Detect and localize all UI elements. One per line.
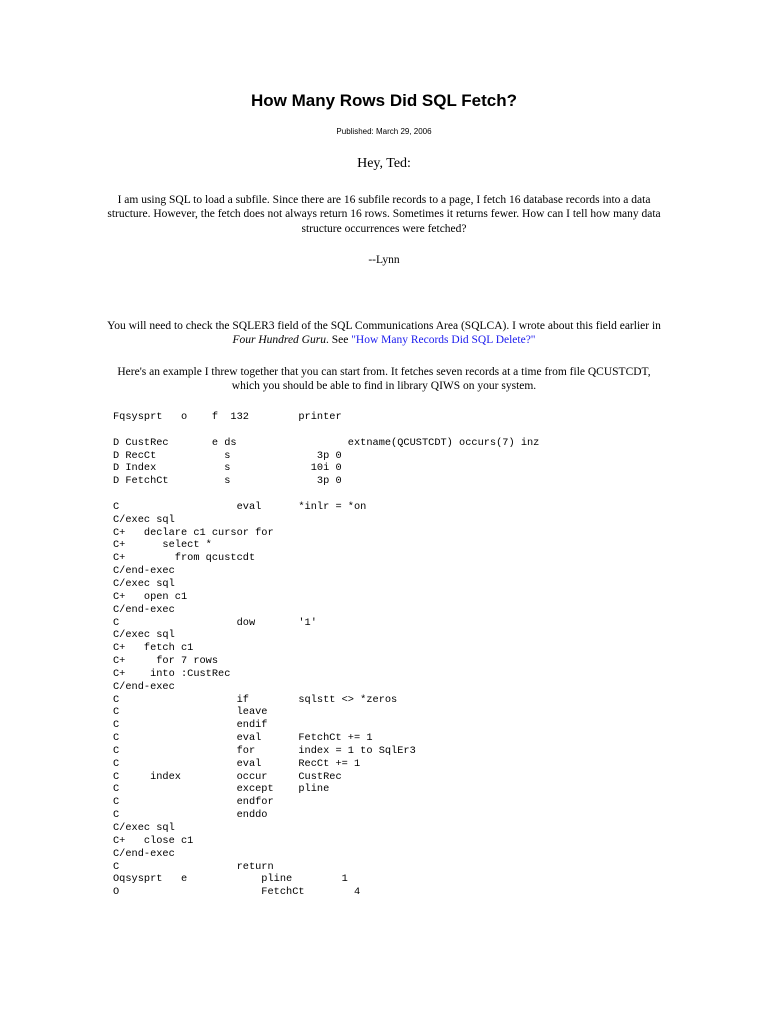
code-line: C/exec sql (113, 577, 175, 590)
code-line: C index occur CustRec (113, 770, 342, 783)
code-line: C/end-exec (113, 565, 175, 578)
code-line: C endfor (113, 796, 274, 809)
code-line: C/end-exec (113, 847, 175, 860)
example-intro-paragraph: Here's an example I threw together that you can start from. It fetches seven records at a time from file QCUSTCDT, which you should be able to find in library QIWS on your system. (117, 366, 651, 393)
code-line: C/exec sql (113, 822, 175, 834)
code-line: Fqsysprt o f 132 printer (113, 411, 342, 423)
code-line: C return (113, 860, 274, 873)
code-line (113, 424, 539, 437)
code-line: C+ fetch c1 (113, 642, 194, 655)
code-line: C eval RecCt += 1 (113, 757, 361, 770)
code-line: C/exec sql (113, 629, 175, 642)
code-line: O FetchCt 4 (113, 886, 361, 899)
code-line: C dow '1' (113, 616, 317, 629)
code-line: C endif (113, 719, 268, 732)
code-line: D RecCt s 3p 0 (113, 449, 342, 462)
code-line: C/end-exec (113, 603, 175, 616)
code-line: C if sqlstt <> *zeros (113, 693, 398, 706)
code-block (113, 411, 539, 899)
code-line: C/exec sql (113, 513, 175, 526)
code-line: C eval *inlr = *on (113, 500, 367, 513)
answer-text-middle: . See (325, 334, 352, 347)
code-line: D CustRec e ds extname(QCUSTCDT) occurs(7) inz (113, 436, 540, 449)
code-line: C leave (113, 706, 268, 719)
code-line: C eval FetchCt += 1 (113, 732, 373, 745)
signature: --Lynn (368, 254, 400, 266)
code-line: C except pline (113, 783, 330, 796)
code-line: Oqsysprt e pline 1 (113, 873, 348, 886)
article-title: How Many Rows Did SQL Fetch? (250, 91, 518, 110)
code-line: C+ for 7 rows (113, 655, 219, 668)
question-paragraph: I am using SQL to load a subfile. Since there are 16 subfile records to a page, I fetch 16 database records into a data structure. However, the fetch does not always return 16 rows. Sometimes it returns fewer. How can I tell how many data structure occurrences were fetched? (107, 194, 661, 235)
code-line: C/end-exec (113, 680, 175, 693)
related-article-link[interactable]: "How Many Records Did SQL Delete?" (351, 334, 536, 347)
code-line: C+ open c1 (113, 590, 188, 603)
answer-text-start: You will need to check the SQLER3 field of the SQL Communications Area (SQLCA). I wrote about this field earlier in (107, 320, 661, 332)
code-line: C for index = 1 to SqlEr3 (113, 744, 416, 757)
code-line: C+ select * (113, 539, 212, 552)
code-line (113, 488, 539, 501)
greeting: Hey, Ted: (357, 156, 411, 171)
code-line: C+ from qcustcdt (113, 552, 256, 565)
publication-name: Four Hundred Guru (232, 334, 326, 347)
code-line: D Index s 10i 0 (113, 462, 342, 475)
code-line: C enddo (113, 809, 268, 822)
answer-paragraph (104, 319, 664, 348)
code-line: D FetchCt s 3p 0 (113, 475, 342, 488)
code-line: C+ close c1 (113, 834, 194, 847)
code-line: C+ into :CustRec (113, 667, 231, 680)
published-date: Published: March 29, 2006 (336, 127, 432, 136)
code-line: C+ declare c1 cursor for (113, 526, 274, 539)
